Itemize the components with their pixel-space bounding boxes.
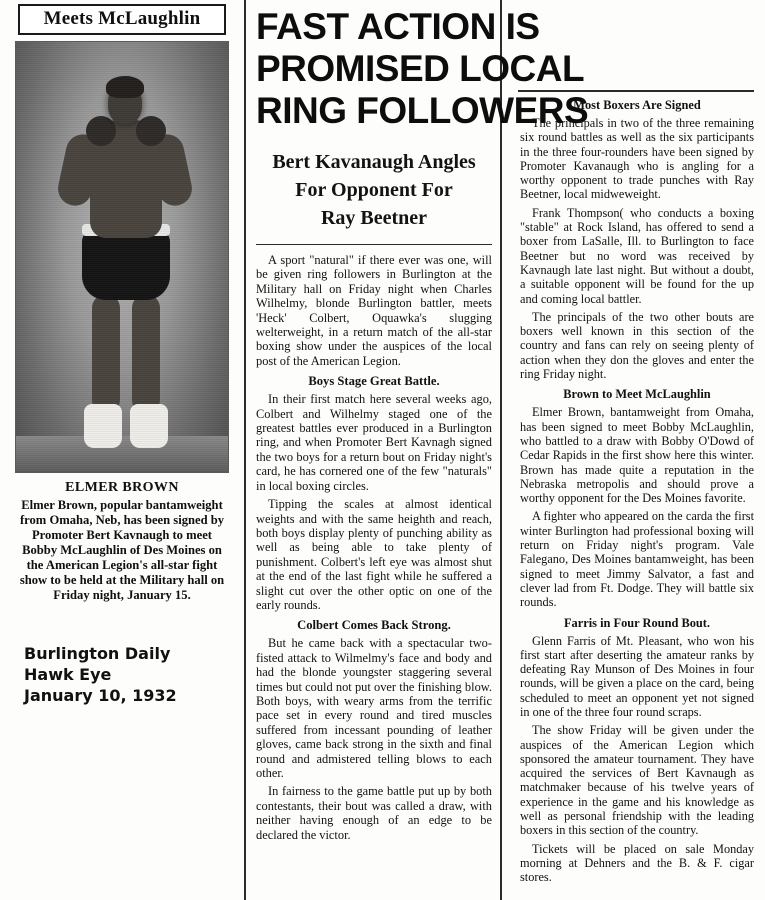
section-heading: Farris in Four Round Bout. [563, 615, 711, 630]
paragraph: The principals of the two other bouts are boxers well known in this section of the country and fans can rely on seeing plenty of action when they don the gloves and enter the ring Friday night. [520, 309, 754, 382]
subhead-line-1: Bert Kavanaugh Angles [272, 151, 476, 173]
headline-line-1: FAST ACTION IS [256, 6, 540, 47]
source-note: Burlington Daily Hawk Eye January 10, 1932 [24, 644, 177, 705]
paragraph: A sport "natural" if there ever was one, will be given ring followers in Burlington at the Military hall on Friday night when Charles Wilhelmy, blonde Burlington battler, meets 'Heck' Colbert, Oquawka's slugging welterweight, in a return match of the all-star boxing show under the auspices of the local post of the American Legion. [256, 253, 492, 368]
center-article-body [256, 253, 492, 842]
photo-headline-box [18, 4, 226, 35]
paragraph: But he came back with a spectacular two-fisted attack to Wilmelmy's face and body and had the blonde youngster staggering several times but could not put over the finishing blow. Both boys, with weary arms from the terrific pace set in every round and tired muscles suffered from incessant pounding of leather gloves, came back strong in the sixth and final round and admistered telling blows to each other. [256, 636, 492, 780]
paragraph: In fairness to the game battle put up by both contestants, their bout was called a draw, with neither having enough of an edge to be declared the victor. [256, 784, 492, 842]
section-heading: Boys Stage Great Battle. [308, 374, 440, 389]
headline-line-3: RING FOLLOWERS [256, 90, 589, 131]
left-column [6, 0, 238, 900]
right-column-top-rule [518, 90, 754, 92]
paragraph: The show Friday will be given under the auspices of the American Legion which sponsored the amateur tournament. They have acquired the services of Bert Kavnaugh as matchmaker because of his twelve years of experience in the game and his knowledge as well as personal friendship with the leading boxers in this section of the country. [520, 723, 754, 838]
section-heading: Brown to Meet McLaughlin [563, 387, 711, 402]
main-headline [256, 6, 589, 132]
paragraph: Glenn Farris of Mt. Pleasant, who won his first start after deserting the amateur ranks by defeating Ray Munson of Des Moines in four rounds, will be given a place on the card, being scheduled to meet an opponent yet not signed in one of the three four round scraps. [520, 633, 754, 719]
right-article-body [520, 98, 754, 885]
paragraph: Tipping the scales at almost identical weights and with the same heighth and reach, both boys display plenty of punching ability as well as being able to take plenty of punishment. Colbert's left eye was almost shut at the end of the last fight while he suffered a slight cut over the other optic on one of the early rounds. [256, 497, 492, 612]
sub-headline [256, 148, 492, 232]
headline-divider [256, 244, 492, 245]
paragraph: Frank Thompson( who conducts a boxing "stable" at Rock Island, has offered to send a boxer from LaSalle, Ill. to Burlington to face Beetner but no word was received by Kavnaugh late last night. But without a doubt, a suitable opponent will be found for the up and coming local battler. [520, 205, 754, 306]
right-column [512, 0, 760, 900]
boxer-photograph [15, 41, 229, 473]
photo-headline: Meets McLaughlin [43, 8, 201, 29]
paragraph: In their first match here several weeks ago, Colbert and Wilhelmy staged one of the greatest battles ever produced in a Burlington ring, and when Promoter Bert Kavnagh signed the two boys for a return bout on Friday night's card, he has cornered one of the few "naturals" in local boxing circles. [256, 392, 492, 493]
headline-line-2: PROMISED LOCAL [256, 48, 585, 89]
section-heading: Colbert Comes Back Strong. [297, 618, 451, 633]
caption-name: ELMER BROWN [65, 480, 179, 495]
caption-body: Elmer Brown, popular bantamweight from Omaha, Neb, has been signed by Promoter Bert Kavnaugh to meet Bobby McLaughlin of Des Moines on the American Legion's all-star fight show to be held at the Military hall on Friday night, January 15. [19, 498, 225, 602]
paragraph: The principals in two of the three remaining six round battles as well as the six participants in the three four-rounders have been signed by Promoter Kavanaugh who is angling for a worthy opponent to trade punches with Ray Beetner, local midweweight. [520, 116, 754, 202]
photo-halftone-grain [16, 42, 228, 472]
section-heading: Most Boxers Are Signed [573, 98, 701, 112]
paragraph: A fighter who appeared on the carda the first winter Burlington had professional boxing will return on Friday night's program. Vale Falegano, Des Moines bantamweight, has been signed to meet Jimmy Salvator, a fast and clever lad from Ft. Dodge. They will battle six rounds. [520, 509, 754, 610]
subhead-line-3: Ray Beetner [320, 207, 428, 229]
photo-caption [18, 480, 226, 603]
paragraph: Elmer Brown, bantamweight from Omaha, has been signed to meet Bobby McLaughlin, who battled to a draw with Bobby O'Dowd of Cedar Rapids in the first show here this winter. Brown has made quite a reputation in the Nebraska metropolis and should prove a worthy opponent for the Des Moines favorite. [520, 405, 754, 506]
center-column [244, 0, 589, 900]
subhead-line-2: For Opponent For [295, 179, 453, 201]
paragraph: Tickets will be placed on sale Monday morning at Dehners and the B. & F. cigar stores. [520, 841, 754, 885]
